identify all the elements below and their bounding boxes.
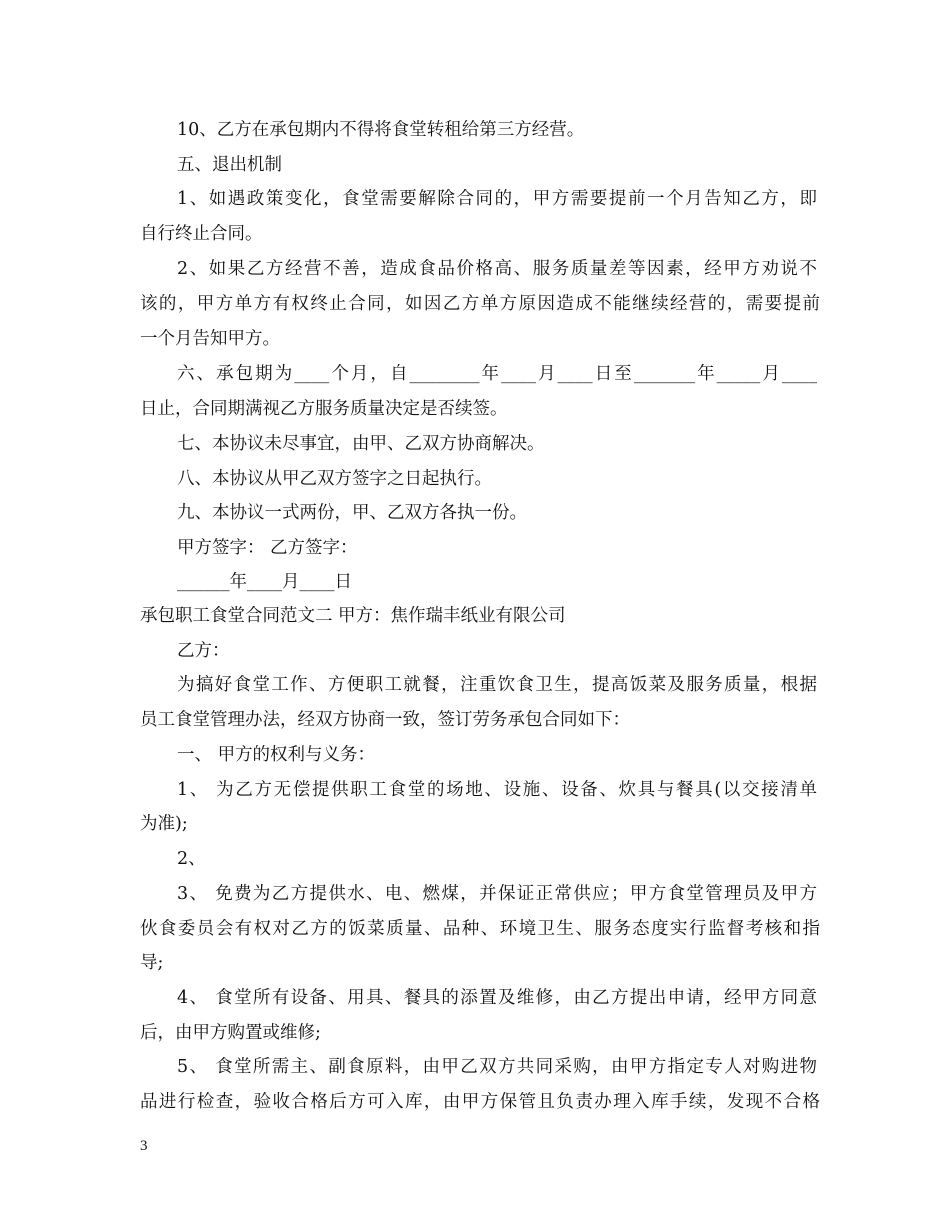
text-line: 伙食委员会有权对乙方的饭菜质量、品种、环境卫生、服务态度实行监督考核和指 xyxy=(140,919,820,939)
text-line: 10、乙方在承包期内不得将食堂转租给第三方经营。 xyxy=(177,120,585,140)
text-line: 1、 为乙方无偿提供职工食堂的场地、设施、设备、炊具与餐具(以交接清单 xyxy=(177,780,817,800)
text-line: 2、 xyxy=(177,849,206,869)
text-line: 自行终止合同。 xyxy=(140,224,263,244)
signature-line: 甲方签字： 乙方签字： xyxy=(177,538,358,558)
text-line: 乙方： xyxy=(177,641,230,661)
text-line: 员工食堂管理办法，经双方协商一致，签订劳务承包合同如下： xyxy=(140,710,630,730)
page-number: 3 xyxy=(140,1138,148,1154)
text-line: 六、承包期为____个月，自________年____月____日至_______年_____月____ xyxy=(177,364,817,384)
text-line: 日止，合同期满视乙方服务质量决定是否续签。 xyxy=(140,399,508,419)
contract-heading: 承包职工食堂合同范文二 甲方：焦作瑞丰纸业有限公司 xyxy=(140,606,566,626)
text-line: 一个月告知甲方。 xyxy=(140,329,280,349)
text-line: 品进行检查，验收合格后方可入库，由甲方保管且负责办理入库手续，发现不合格 xyxy=(140,1092,820,1112)
text-line: 4、 食堂所有设备、用具、餐具的添置及维修，由乙方提出申请，经甲方同意 xyxy=(177,988,817,1008)
text-line: 后，由甲方购置或维修; xyxy=(140,1023,321,1043)
section-heading: 一、 甲方的权利与义务： xyxy=(177,745,376,765)
text-line: 九、本协议一式两份，甲、乙双方各执一份。 xyxy=(177,503,527,523)
text-line: 七、本协议未尽事宜，由甲、乙双方协商解决。 xyxy=(177,434,545,454)
text-line: 该的，甲方单方有权终止合同，如因乙方单方原因造成不能继续经营的，需要提前 xyxy=(140,294,820,314)
text-line: 为搞好食堂工作、方便职工就餐，注重饮食卫生，提高饭菜及服务质量，根据 xyxy=(177,675,817,695)
date-line: ______年____月____日 xyxy=(177,572,352,592)
text-line: 八、本协议从甲乙双方签字之日起执行。 xyxy=(177,469,492,489)
text-line: 导; xyxy=(140,953,164,973)
text-line: 3、 免费为乙方提供水、电、燃煤，并保证正常供应；甲方食堂管理员及甲方 xyxy=(177,884,817,904)
text-line: 2、如果乙方经营不善，造成食品价格高、服务质量差等因素，经甲方劝说不 xyxy=(177,259,817,279)
text-line: 为准); xyxy=(140,814,188,834)
text-line: 5、 食堂所需主、副食原料，由甲乙双方共同采购，由甲方指定专人对购进物 xyxy=(177,1057,817,1077)
section-heading: 五、退出机制 xyxy=(177,155,282,175)
text-line: 1、如遇政策变化，食堂需要解除合同的，甲方需要提前一个月告知乙方，即 xyxy=(177,189,817,209)
